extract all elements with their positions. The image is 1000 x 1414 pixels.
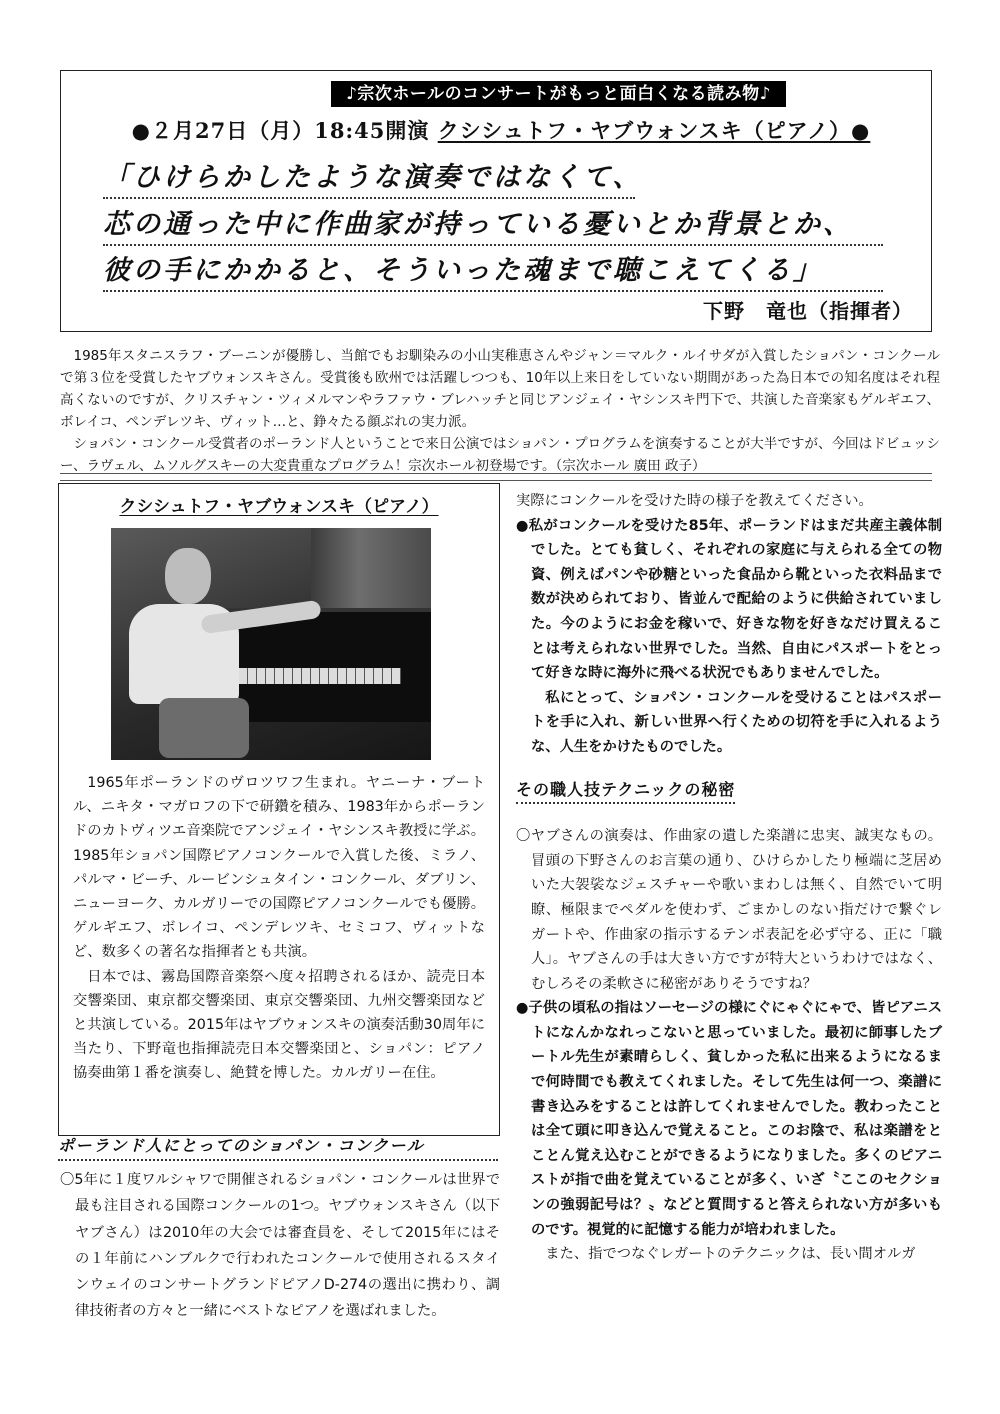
quote-author: 下野 竜也（指揮者） — [703, 299, 913, 323]
section-heading — [516, 778, 942, 803]
intro-paragraph: 1985年スタニスラフ・ブーニンが優勝し、当館でもお馴染みの小山実稚恵さんやジャン＝マルク・ルイサダが入賞したショパン・コンクールで第３位を受賞したヤブウォンスキさん。受賞後も欧州では活躍しつつも、10年以上来日をしていない期間があった為日本での知名度はそれ程高くないのですが、クリスチャン・ツィメルマンやラファウ・ブレハッチと同じアンジェイ・ヤシンスキ門下で、共演した音楽家もゲルギエフ、ボレイコ、ペンデレツキ、ヴィット…と、錚々たる顔ぶれの実力派。 — [60, 348, 940, 430]
interview-question: 〇ヤブさんの演奏は、作曲家の遺した楽譜に忠実、誠実なもの。冒頭の下野さんのお言葉の通り、ひけらかしたり極端に芝居めいた大袈裟なジェスチャーや歌いまわしは無く、自然でいて明瞭、極限までペダルを使わず、ごまかしのない指だけで繋ぐレガートや、作曲家の指示するテンポ表記を必ず守る、正に「職人」。ヤブさんの手は大きい方ですが特大というわけではなく、むしろその柔軟さに秘密がありそうですね？ — [516, 828, 942, 992]
profile-title-text: クシシュトフ・ヤブウォンスキ（ピアノ） — [119, 497, 439, 517]
section-divider — [60, 473, 932, 481]
intro-section — [60, 345, 940, 477]
interview-question: 実際にコンクールを受けた時の様子を教えてください。 — [516, 493, 873, 509]
section-heading-text: その職人技テクニックの秘密 — [516, 780, 735, 804]
profile-paragraph: 日本では、霧島国際音楽祭へ度々招聘されるほか、読売日本交響楽団、東京都交響楽団、東京交響楽団、九州交響楽団などと共演している。2015年はヤブウォンスキの演奏活動30周年に当たり、下野竜也指揮読売日本交響楽団と、ショパン：ピアノ協奏曲第１番を演奏し、絶賛を博した。カルガリー在住。 — [73, 968, 485, 1082]
left-section-body — [60, 1167, 500, 1325]
event-date: ●２月27日（月）18:45開演 — [131, 118, 430, 143]
profile-box — [58, 483, 500, 1136]
profile-text — [73, 771, 485, 1086]
event-line — [91, 115, 911, 145]
series-banner: ♪宗次ホールのコンサートがもっと面白くなる読み物♪ — [331, 81, 786, 107]
section-heading: ポーランド人にとってのショパン・コンクール — [58, 1133, 498, 1161]
interview-column — [516, 489, 942, 1267]
quote-line-3: 彼の手にかかると、そういった魂まで聴こえてくる」 — [103, 248, 883, 292]
quote-line-2: 芯の通った中に作曲家が持っている憂いとか背景とか、 — [103, 202, 883, 246]
intro-paragraph: ショパン・コンクール受賞者のポーランド人ということで来日公演ではショパン・プログラムを演奏することが大半ですが、今回はドビュッシー、ラヴェル、ムソルグスキーの大変貴重なプログラム！宗次ホール初登場です。（宗次ホール 廣田 政子） — [60, 436, 940, 474]
pianist-photo — [111, 528, 431, 760]
interview-answer: 私にとって、ショパン・コンクールを受けることはパスポートを手に入れ、新しい世界へ行くための切符を手に入れるような、人生をかけたものでした。 — [531, 689, 942, 755]
left-paragraph: 〇5年に１度ワルシャワで開催されるショパン・コンクールは世界で最も注目される国際コンクールの1つ。ヤブウォンスキさん（以下ヤブさん）は2010年の大会では審査員を、そして2015年にはその１年前にハンブルクで行われたコンクールで使用されるスタインウェイのコンサートグランドピアノD-274の選出に携わり、調律技術者の方々と一緒にベストなピアノを選ばれました。 — [60, 1172, 500, 1320]
interview-answer: ●私がコンクールを受けた85年、ポーランドはまだ共産主義体制でした。とても貧しく、それぞれの家庭に与えられる全ての物資、例えばパンや砂糖といった食品から靴といった衣料品まで数が決められており、皆並んで配給のように供給されていました。今のようにお金を稼いで、好きな物を好きなだけ買えることは考えられない世界でした。当然、自由にパスポートをとって好きな時に海外に飛べる状況でもありませんでした。 — [516, 517, 942, 682]
performer-name: クシシュトフ・ヤブウォンスキ（ピアノ）● — [437, 118, 871, 143]
interview-answer: また、指でつなぐレガートのテクニックは、長い間オルガ — [545, 1246, 916, 1263]
header-box — [60, 70, 932, 332]
interview-answer: ●子供の頃私の指はソーセージの様にぐにゃぐにゃで、皆ピアニストになんかなれっこないと思っていました。最初に師事したブートル先生が素晴らしく、貧しかった私に出来るようになるまで何時間でも教えてくれました。そして先生は何一つ、楽譜に書き込みをすることは許してくれませんでした。教わったことは全て頭に叩き込んで覚えること。このお陰で、私は楽譜をとことん覚え込むことができるようになりました。多くのピアニストが指で曲を覚えていることが多く、いざ〝ここのセクションの強弱記号は？〟などと質問すると答えられない方が多いものです。視覚的に記憶する能力が培われました。 — [516, 1000, 942, 1238]
profile-paragraph: 1965年ポーランドのヴロツワフ生まれ。ヤニーナ・ブートル、ニキタ・マガロフの下で研鑽を積み、1983年からポーランドのカトヴィツエ音楽院でアンジェイ・ヤシンスキ教授に学ぶ。1985年ショパン国際ピアノコンクールで入賞した後、ミラノ、パルマ・ビーチ、ルービンシュタイン・コンクール、ダブリン、ニューヨーク、カルガリーでの国際ピアノコンクールでも優勝。ゲルギエフ、ボレイコ、ペンデレツキ、セミコフ、ヴィットなど、数多くの著名な指揮者とも共演。 — [73, 775, 485, 961]
quote-line-1: 「ひけらかしたような演奏ではなくて、 — [103, 155, 635, 199]
profile-title — [59, 492, 499, 517]
